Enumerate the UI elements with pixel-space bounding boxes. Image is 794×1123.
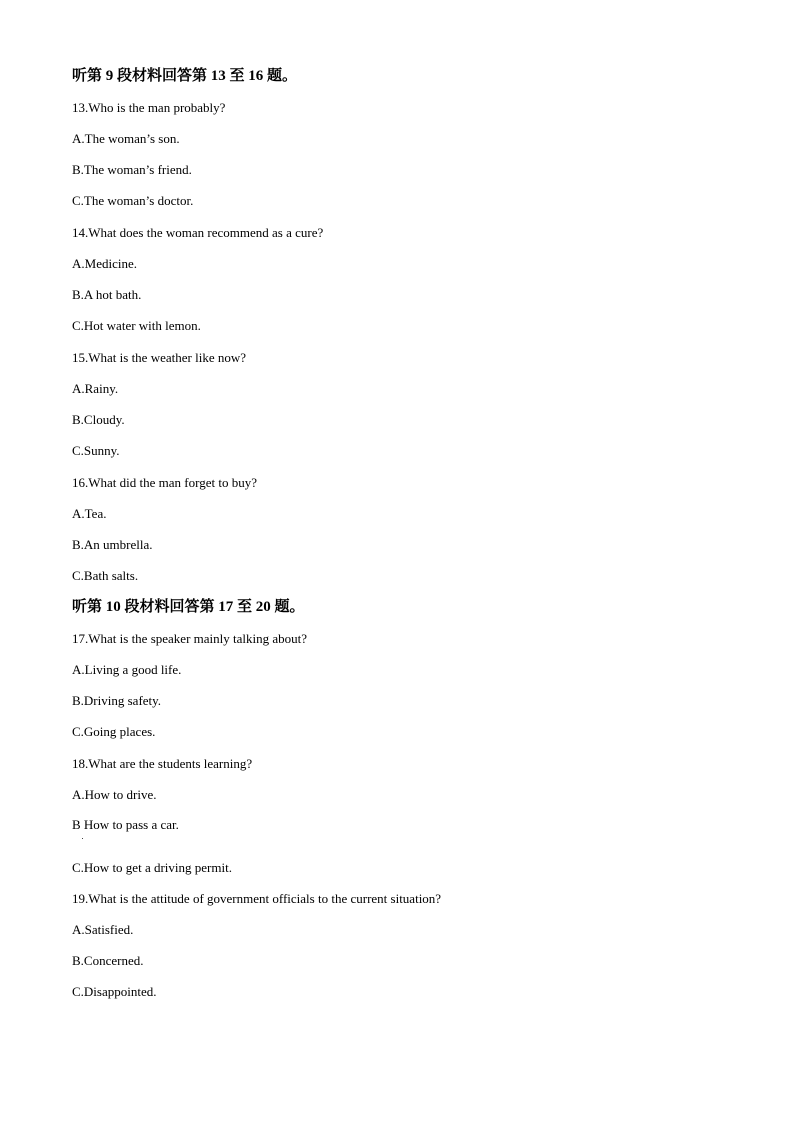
option: B.Concerned. bbox=[72, 953, 144, 968]
option: C.The woman’s doctor. bbox=[72, 193, 194, 208]
option: C.Going places. bbox=[72, 724, 156, 739]
question: 18.What are the students learning? bbox=[72, 756, 253, 771]
option: B.A hot bath. bbox=[72, 287, 142, 302]
option: B.An umbrella. bbox=[72, 537, 153, 552]
option: C.How to get a driving permit. bbox=[72, 860, 232, 875]
question: 15.What is the weather like now? bbox=[72, 350, 246, 365]
option: C.Disappointed. bbox=[72, 984, 157, 999]
option: A.How to drive. bbox=[72, 787, 157, 802]
option: A.Satisfied. bbox=[72, 922, 134, 937]
option: C.Bath salts. bbox=[72, 568, 139, 583]
question: 13.Who is the man probably? bbox=[72, 100, 226, 115]
option: A.Tea. bbox=[72, 506, 107, 521]
stray-mark bbox=[82, 838, 83, 839]
question: 19.What is the attitude of government officials to the current situation? bbox=[72, 891, 442, 906]
option: C.Sunny. bbox=[72, 443, 120, 458]
option: B.The woman’s friend. bbox=[72, 162, 192, 177]
option: A.Medicine. bbox=[72, 256, 137, 271]
option: C.Hot water with lemon. bbox=[72, 318, 201, 333]
section-heading: 听第 10 段材料回答第 17 至 20 题。 bbox=[72, 599, 305, 615]
option: B How to pass a car. bbox=[72, 817, 179, 832]
option: B.Cloudy. bbox=[72, 412, 125, 427]
question: 16.What did the man forget to buy? bbox=[72, 475, 257, 490]
question: 17.What is the speaker mainly talking about? bbox=[72, 631, 308, 646]
option: A.Rainy. bbox=[72, 381, 119, 396]
option: B.Driving safety. bbox=[72, 693, 162, 708]
option: A.The woman’s son. bbox=[72, 131, 180, 146]
option: A.Living a good life. bbox=[72, 662, 182, 677]
question: 14.What does the woman recommend as a cure? bbox=[72, 225, 324, 240]
section-heading: 听第 9 段材料回答第 13 至 16 题。 bbox=[72, 68, 298, 84]
